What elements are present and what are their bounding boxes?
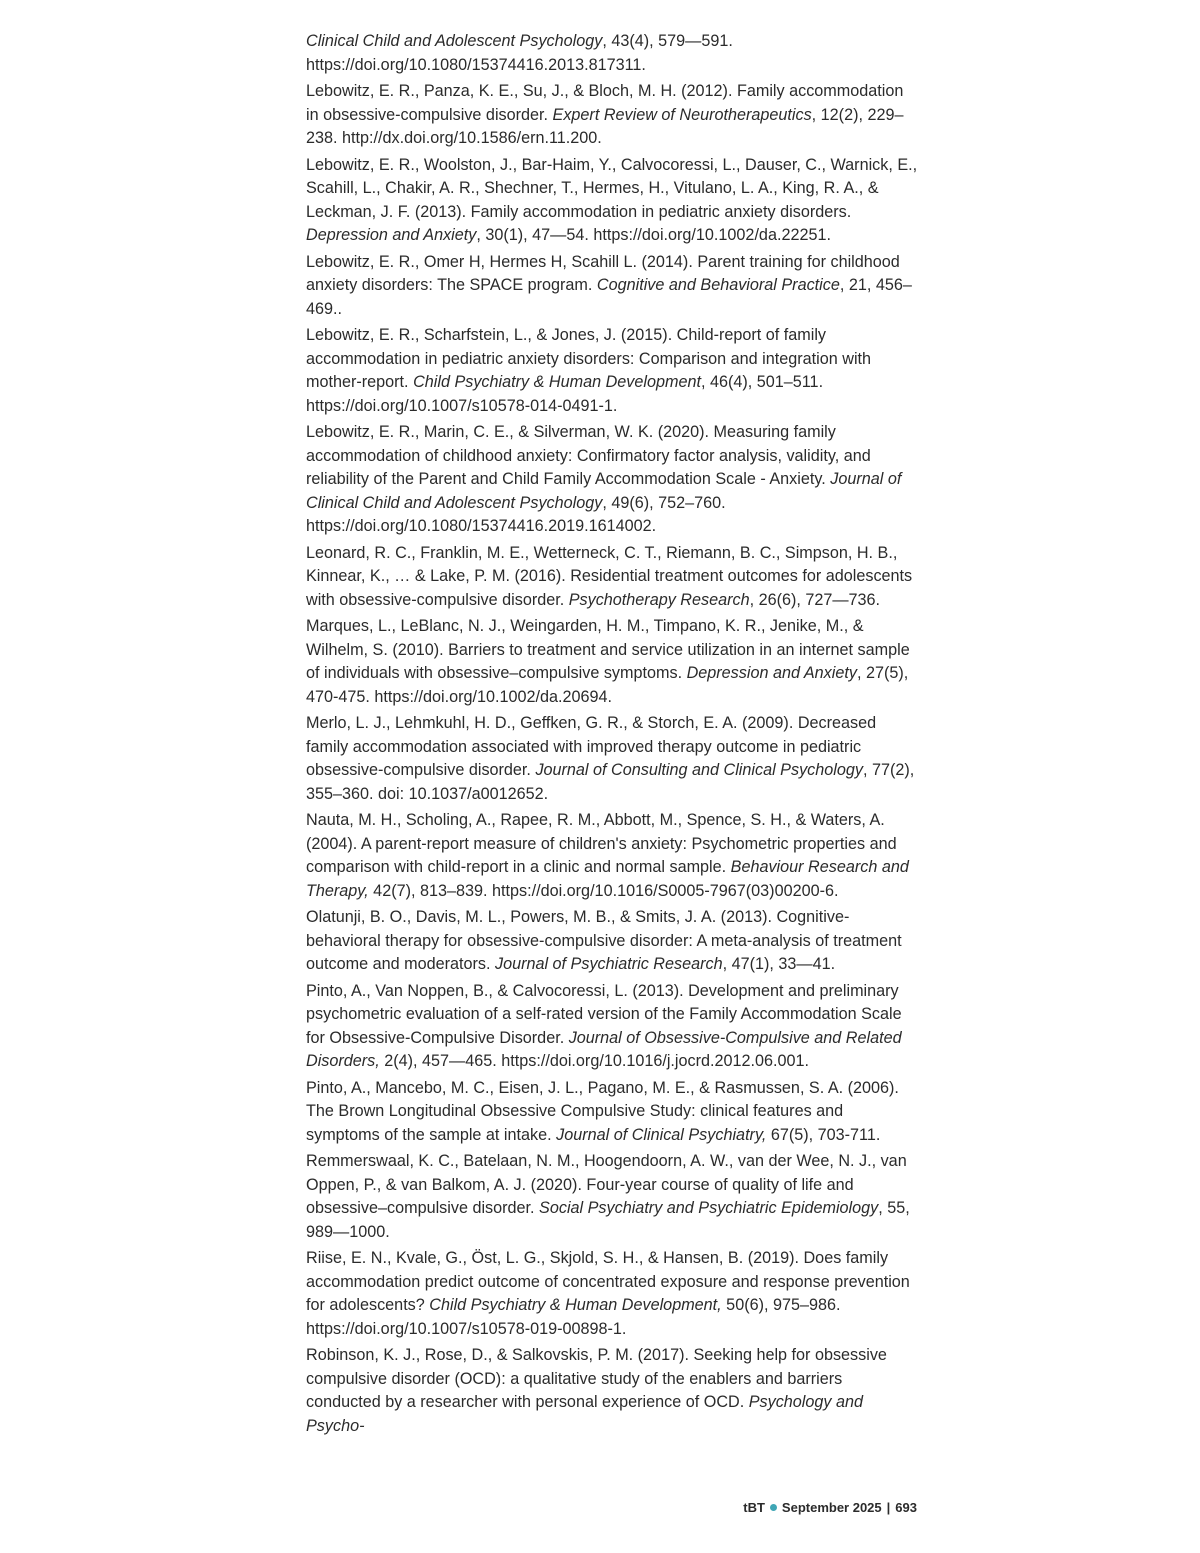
page-number: 693: [895, 1500, 917, 1515]
reference-entry: [306, 1344, 918, 1438]
journal-title: Psychology and Psycho-: [306, 1393, 863, 1435]
reference-list: [306, 30, 918, 1441]
journal-title: Child Psychiatry & Human Development: [413, 373, 701, 391]
reference-text: Nauta, M. H., Scholing, A., Rapee, R. M., Abbott, M., Spence, S. H., & Waters, A. (2004). A parent-report measure of children's anxiety: Psychometric properties and comparison with child-report in a clinic and normal sample.: [306, 811, 897, 876]
reference-text: Lebowitz, E. R., Marin, C. E., & Silverman, W. K. (2020). Measuring family accommodation of childhood anxiety: Confirmatory factor analysis, validity, and reliability of the Parent and Child Family Accommodation Scale - Anxiety.: [306, 423, 871, 488]
reference-text: 42(7), 813–839. https://doi.org/10.1016/S0005-7967(03)00200-6.: [368, 881, 839, 900]
reference-text: Robinson, K. J., Rose, D., & Salkovskis, P. M. (2017). Seeking help for obsessive compulsive disorder (OCD): a qualitative study of the enablers and barriers conducted by a researcher with personal experience of OCD.: [306, 1346, 887, 1411]
reference-text: Remmerswaal, K. C., Batelaan, N. M., Hoogendoorn, A. W., van der Wee, N. J., van Oppen, P., & van Balkom, A. J. (2020). Four-year course of quality of life and obsessive–compulsive disorder.: [306, 1152, 907, 1217]
reference-text: 50(6), 975–986. https://doi.org/10.1007/s10578-019-00898-1.: [306, 1296, 841, 1338]
reference-text: Riise, E. N., Kvale, G., Öst, L. G., Skjold, S. H., & Hansen, B. (2019). Does family accommodation predict outcome of concentrated exposure and response prevention for adolescents?: [306, 1249, 910, 1314]
journal-title: Journal of Clinical Psychiatry,: [556, 1125, 767, 1144]
reference-entry: [306, 324, 918, 418]
journal-title: Expert Review of Neurotherapeutics: [552, 105, 812, 124]
reference-text: Marques, L., LeBlanc, N. J., Weingarden, H. M., Timpano, K. R., Jenike, M., & Wilhelm, S. (2010). Barriers to treatment and service utilization in an internet sample of individuals with obsessive–compulsive symptoms.: [306, 617, 910, 682]
reference-text: Leonard, R. C., Franklin, M. E., Wetterneck, C. T., Riemann, B. C., Simpson, H. B., Kinnear, K., … & Lake, P. M. (2016). Residential treatment outcomes for adolescents with obsessive-compulsive disorder.: [306, 543, 913, 609]
reference-entry: [306, 542, 918, 613]
reference-text: Olatunji, B. O., Davis, M. L., Powers, M. B., & Smits, J. A. (2013). Cognitive-behavioral therapy for obsessive-compulsive disorder: A meta-analysis of treatment outcome and moderators.: [306, 908, 902, 973]
journal-title: Journal of Psychiatric Research: [494, 955, 723, 973]
reference-text: , 12(2), 229–238. http://dx.doi.org/10.1586/ern.11.200.: [306, 105, 904, 147]
reference-text: , 26(6), 727—736.: [749, 590, 881, 609]
reference-entry: [306, 251, 918, 322]
reference-text: Lebowitz, E. R., Panza, K. E., Su, J., & Bloch, M. H. (2012). Family accommodation in obsessive-compulsive disorder.: [306, 82, 904, 124]
reference-text: Lebowitz, E. R., Omer H, Hermes H, Scahill L. (2014). Parent training for childhood anxiety disorders: The SPACE program.: [306, 252, 900, 294]
reference-text: Lebowitz, E. R., Scharfstein, L., & Jones, J. (2015). Child-report of family accommodation in pediatric anxiety disorders: Comparison and integration with mother-report.: [306, 326, 872, 391]
reference-text: Pinto, A., Mancebo, M. C., Eisen, J. L., Pagano, M. E., & Rasmussen, S. A. (2006). The Brown Longitudinal Obsessive Compulsive Study: clinical features and symptoms of the sample at intake.: [306, 1078, 899, 1144]
reference-text: , 77(2), 355–360. doi: 10.1037/a0012652.: [306, 761, 915, 803]
footer-separator: |: [886, 1500, 891, 1515]
reference-entry: [306, 80, 918, 151]
reference-text: , 27(5), 470-475. https://doi.org/10.1002/da.20694.: [306, 664, 909, 706]
reference-text: , 47(1), 33—41.: [722, 955, 836, 973]
reference-text: , 43(4), 579—591. https://doi.org/10.1080/15374416.2013.817311.: [306, 32, 733, 74]
reference-entry: [306, 154, 918, 248]
journal-title: Child Psychiatry & Human Development,: [429, 1296, 722, 1314]
reference-entry: [306, 1150, 918, 1244]
reference-text: 2(4), 457—465. https://doi.org/10.1016/j.jocrd.2012.06.001.: [379, 1052, 810, 1070]
reference-entry: [306, 421, 918, 539]
reference-entry: [306, 30, 918, 77]
page-footer: [743, 1500, 917, 1515]
journal-title: Journal of Clinical Child and Adolescent Psychology: [306, 470, 902, 512]
reference-text: , 55, 989—1000.: [306, 1199, 910, 1241]
reference-text: , 21, 456–469..: [306, 276, 912, 318]
issue-date: September 2025: [781, 1500, 882, 1515]
reference-entry: [306, 906, 918, 977]
journal-title: Journal of Obsessive-Compulsive and Related Disorders,: [306, 1028, 902, 1070]
reference-text: 67(5), 703-711.: [766, 1125, 881, 1144]
journal-title: Cognitive and Behavioral Practice: [596, 276, 840, 294]
reference-entry: [306, 1247, 918, 1341]
reference-text: Merlo, L. J., Lehmkuhl, H. D., Geffken, G. R., & Storch, E. A. (2009). Decreased family accommodation associated with improved therapy outcome in pediatric obsessive-compulsive disorder.: [306, 714, 877, 779]
journal-abbreviation: tBT: [743, 1500, 765, 1515]
reference-entry: [306, 712, 918, 806]
journal-title: Depression and Anxiety: [306, 226, 477, 244]
reference-entry: [306, 980, 918, 1074]
reference-text: , 49(6), 752–760. https://doi.org/10.1080/15374416.2019.1614002.: [306, 493, 726, 535]
reference-entry: [306, 615, 918, 709]
reference-text: , 46(4), 501–511. https://doi.org/10.1007/s10578-014-0491-1.: [306, 373, 824, 415]
reference-entry: [306, 1077, 918, 1148]
journal-title: Social Psychiatry and Psychiatric Epidemiology: [539, 1199, 879, 1217]
journal-title: Depression and Anxiety: [686, 664, 857, 682]
journal-title: Behaviour Research and Therapy,: [306, 858, 909, 900]
journal-title: Clinical Child and Adolescent Psychology: [306, 32, 603, 50]
journal-title: Psychotherapy Research: [568, 590, 750, 609]
reference-text: Pinto, A., Van Noppen, B., & Calvocoressi, L. (2013). Development and preliminary psychometric evaluation of a self-rated version of the Family Accommodation Scale for Obsessive-Compulsive Disorder.: [306, 981, 902, 1047]
reference-text: , 30(1), 47—54. https://doi.org/10.1002/da.22251.: [476, 226, 831, 244]
reference-text: Lebowitz, E. R., Woolston, J., Bar-Haim, Y., Calvocoressi, L., Dauser, C., Warnick, E., Scahill, L., Chakir, A. R., Shechner, T., Hermes, H., Vitulano, L. A., King, R. A., & Leckman, J. F. (2013). Family accommodation in pediatric anxiety disorders.: [306, 155, 918, 221]
reference-entry: [306, 809, 918, 903]
bullet-dot-icon: [770, 1504, 777, 1511]
journal-title: Journal of Consulting and Clinical Psychology: [535, 761, 863, 779]
